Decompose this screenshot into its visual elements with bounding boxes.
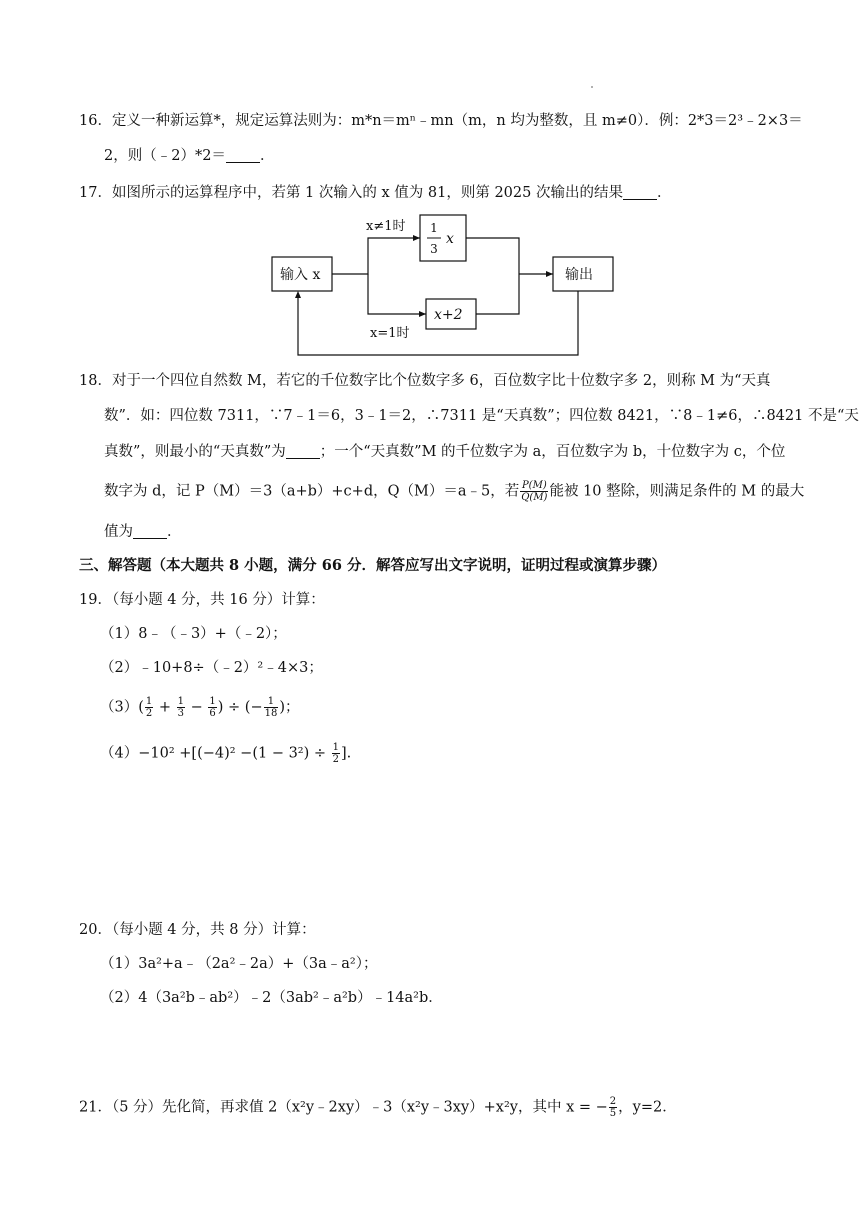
frac-den: 18 <box>264 708 278 719</box>
q21-text-pre: 21．（5 分）先化简，再求值 2（x²y﹣2xy）﹣3（x²y﹣3xy）+x²y，其中 x = − <box>79 1099 608 1116</box>
q18-line4-pre: 数字为 d，记 P（M）＝3（a+b）+c+d，Q（M）＝a﹣5，若 <box>104 483 520 500</box>
q17-flowchart <box>260 205 630 360</box>
q16-answer-blank <box>226 146 260 163</box>
q16-line2 <box>104 145 274 167</box>
q20-part2: （2）4（3a²b﹣ab²）﹣2（3ab²﹣a²b）﹣14a²b． <box>100 990 443 1006</box>
q18-line3-post: ；一个“天真数”M 的千位数字为 a，百位数字为 b，十位数字为 c，个位 <box>319 444 786 460</box>
frac-num: 1 <box>332 742 340 753</box>
frac-num: 1 <box>209 696 216 707</box>
q18-frac-num: P(M) <box>521 480 547 491</box>
q19-part2: （2）﹣10+8÷（﹣2）²﹣4×3； <box>100 660 323 676</box>
arrow-feedback <box>295 291 301 298</box>
bottom-branch-line <box>368 274 426 314</box>
q19-part3: （3）( $\frac{1}{2}$ + $\frac{1}{3}$ − $\frac{1}{6}$ ) ÷ (− $\frac{1}{18}$ )； <box>100 696 300 719</box>
q19-p3-end: )； <box>279 699 300 716</box>
q21-text <box>79 1096 677 1119</box>
arrow-output <box>546 271 553 277</box>
bottom-box-label: x+2 <box>434 307 463 323</box>
top-condition-label: x≠1时 <box>366 219 406 234</box>
frac-num: 1 <box>177 696 185 707</box>
q18-ratio-fraction <box>520 480 548 503</box>
q18-line4 <box>104 480 804 503</box>
q19-p3-label: （3） <box>100 699 139 716</box>
frac-num: 1 <box>264 696 279 708</box>
q19-p3-frac3 <box>208 696 216 719</box>
q19-part1: （1）8﹣（﹣3）+（﹣2）； <box>100 626 287 642</box>
top-box-numerator: 1 <box>430 221 438 235</box>
q19-p3-frac2 <box>177 696 185 719</box>
q18-answer-blank-1 <box>286 442 320 459</box>
q18-line3-pre: 真数”，则最小的“天真数”为 <box>104 444 286 460</box>
arrow-top <box>413 235 420 241</box>
output-label: 输出 <box>565 267 593 283</box>
frac-den: 3 <box>177 708 185 719</box>
q18-line1: 18．对于一个四位自然数 M，若它的千位数字比个位数字多 6，百位数字比十位数字多 2，则称 M 为“天真 <box>79 373 771 389</box>
input-label: 输入 x <box>280 267 321 283</box>
section3-heading: 三、解答题（本大题共 8 小题，满分 66 分．解答应写出文字说明，证明过程或演算步骤） <box>79 557 666 574</box>
q18-line5-post: ． <box>167 524 182 540</box>
q18-line3 <box>104 441 785 463</box>
frac-den: 6 <box>209 708 216 719</box>
q18-answer-blank-2 <box>133 522 167 539</box>
top-box-variable: x <box>446 231 454 247</box>
scan-dot <box>591 86 593 88</box>
frac-den: 2 <box>332 754 340 765</box>
q16-line2-post: ． <box>259 148 275 164</box>
q18-line5-pre: 值为 <box>104 524 133 540</box>
q18-line2: 数”．如：四位数 7311，∵7﹣1＝6，3﹣1＝2，∴7311 是“天真数”；四位数 8421，∵8﹣1≠6，∴8421 不是“天 <box>104 408 859 424</box>
q20-part1: （1）3a²+a﹣（2a²﹣2a）+（3a﹣a²）； <box>100 956 378 972</box>
q18-line5 <box>104 521 182 543</box>
q17-text-post: ． <box>656 185 672 201</box>
q16-line1: 16．定义一种新运算*，规定运算法则为：m*n＝mⁿ﹣mn（m，n 均为整数，且 m≠0）．例：2*3＝2³﹣2×3＝ <box>79 113 803 129</box>
q17-answer-blank <box>623 183 657 200</box>
frac-den: 5 <box>609 1108 617 1119</box>
q19-p4-expr: −10² +[(−4)² −(1 − 3²) ÷ <box>138 745 327 762</box>
q18-line4-post: 能被 10 整除，则满足条件的 M 的最大 <box>549 483 805 500</box>
merge-line <box>466 238 519 314</box>
feedback-line <box>298 291 578 355</box>
top-operation-box <box>420 215 466 261</box>
q19-p4-frac <box>332 742 340 765</box>
q19-p3-open: ( <box>138 699 144 716</box>
q17-text-pre: 17．如图所示的运算程序中，若第 1 次输入的 x 值为 81，则第 2025 次输出的结果 <box>79 185 623 201</box>
q16-line2-pre: 2，则（﹣2）*2＝ <box>104 148 226 164</box>
q19-intro: 19．（每小题 4 分，共 16 分）计算： <box>79 592 325 608</box>
q17-text <box>79 182 671 204</box>
q20-intro: 20．（每小题 4 分，共 8 分）计算： <box>79 922 316 938</box>
frac-den: 2 <box>145 708 153 719</box>
q19-part4 <box>100 742 351 765</box>
top-box-denominator: 3 <box>430 242 438 256</box>
frac-num: 2 <box>609 1096 617 1107</box>
q18-frac-den: Q(M) <box>521 492 548 503</box>
q19-p3-mid: ) ÷ (− <box>217 699 263 716</box>
q19-p4-end: ]. <box>341 745 352 762</box>
frac-num: 1 <box>145 696 153 707</box>
q21-frac <box>609 1096 617 1119</box>
top-branch-line <box>332 238 420 274</box>
bottom-condition-label: x=1时 <box>370 326 410 341</box>
arrow-bottom <box>419 311 426 317</box>
q19-p4-label: （4） <box>100 745 139 762</box>
q19-p3-frac4 <box>264 696 279 719</box>
q19-p3-frac1 <box>145 696 153 719</box>
q21-text-post: ，y=2． <box>618 1099 677 1116</box>
